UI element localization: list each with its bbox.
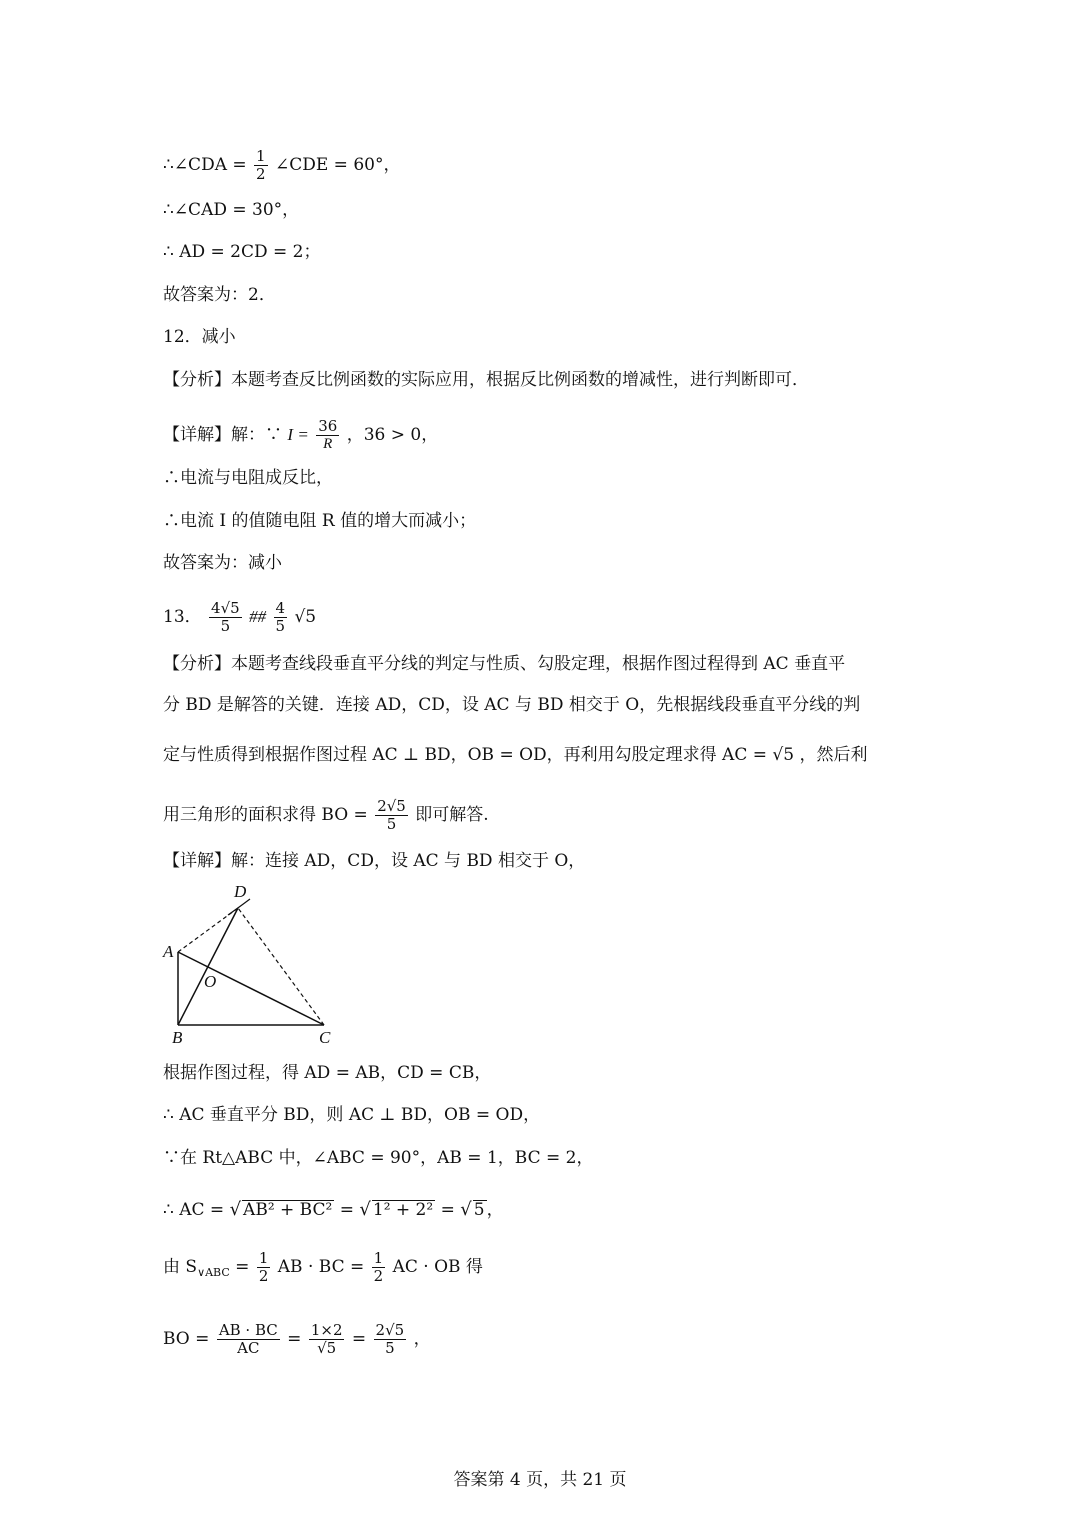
q12-line-4: 故答案为：减小 bbox=[163, 553, 282, 573]
q13-step-5-a: 由 S bbox=[163, 1257, 198, 1277]
q13-step-1: 根据作图过程，得 AD = AB，CD = CB， bbox=[163, 1063, 492, 1083]
label-d: D bbox=[234, 882, 247, 901]
label-b: B bbox=[172, 1028, 183, 1047]
q13-number: 13． bbox=[163, 607, 202, 627]
q12-header: 12．减小 bbox=[163, 327, 236, 347]
q13-step-4-a: ∴ AC = bbox=[163, 1200, 225, 1220]
fraction-numerator: 2√5 bbox=[377, 797, 406, 815]
q12-detail-var: I = bbox=[287, 425, 309, 444]
fraction-numerator: 4 bbox=[275, 599, 286, 617]
fraction-denominator: √5 bbox=[317, 1339, 337, 1357]
segment-ac bbox=[178, 952, 324, 1025]
q12-analysis: 【分析】本题考查反比例函数的实际应用，根据反比例函数的增减性，进行判断即可． bbox=[163, 370, 809, 390]
q13-step-5-fraction-1 bbox=[257, 1250, 271, 1285]
q13-analysis-line-4 bbox=[163, 798, 489, 833]
q13-analysis-line-3-sqrt: √5 bbox=[772, 745, 795, 765]
q13-analysis-line-3-c: ，然后利 bbox=[799, 745, 868, 765]
page-footer: 答案第 4 页，共 21 页 bbox=[453, 1470, 627, 1490]
q13-analysis-line-3 bbox=[163, 743, 867, 767]
prev-line-2: ∴∠CAD = 30°， bbox=[163, 200, 300, 220]
label-c: C bbox=[319, 1028, 331, 1047]
fraction-denominator: AC bbox=[237, 1339, 260, 1357]
q13-step-2: ∴ AC 垂直平分 BD，则 AC ⊥ BD，OB = OD， bbox=[163, 1105, 541, 1125]
prev-line-1-prefix: ∴∠CDA = bbox=[163, 155, 247, 175]
q13-step-6-eq-1: = bbox=[287, 1329, 302, 1349]
q13-step-4-end: ， bbox=[486, 1200, 504, 1220]
q13-step-4-eq-1: = bbox=[339, 1200, 354, 1220]
q13-step-4-radicand-1: AB² + BC² bbox=[243, 1200, 333, 1220]
triangle-figure bbox=[158, 875, 358, 1050]
fraction-numerator: 36 bbox=[318, 417, 338, 435]
radical-sign: √ bbox=[359, 1199, 371, 1220]
fraction-denominator: 2 bbox=[258, 1267, 269, 1285]
q13-step-6-fraction-2 bbox=[309, 1322, 345, 1357]
q13-analysis-line-4-fraction bbox=[375, 798, 408, 833]
q13-header bbox=[163, 600, 316, 635]
q13-analysis-line-3-a: 定与性质得到根据作图过程 AC ⊥ BD，OB = OD，再利用勾股定理求得 AC = bbox=[163, 745, 767, 765]
q13-step-6 bbox=[163, 1322, 431, 1357]
q13-analysis-line-4-b: 即可解答. bbox=[415, 805, 489, 825]
q12-detail-fraction bbox=[316, 418, 339, 453]
arc-mark bbox=[228, 899, 250, 915]
label-o: O bbox=[204, 972, 217, 991]
fraction-numerator: 2√5 bbox=[375, 1321, 405, 1339]
q12-detail bbox=[163, 418, 438, 453]
q13-step-5-eq: = bbox=[235, 1257, 250, 1277]
q13-step-6-fraction-1 bbox=[217, 1322, 280, 1357]
prev-line-1-suffix: ∠CDE = 60°， bbox=[274, 155, 401, 175]
prev-line-1-fraction bbox=[254, 148, 268, 183]
q13-step-3: ∵在 Rt△ABC 中，∠ABC = 90°，AB = 1，BC = 2， bbox=[163, 1148, 594, 1168]
fraction-denominator: 2 bbox=[256, 165, 266, 183]
segment-bd bbox=[178, 908, 238, 1025]
radical-sign: √ bbox=[229, 1199, 242, 1220]
q13-analysis-line-4-a: 用三角形的面积求得 BO = bbox=[163, 805, 368, 825]
fraction-denominator: 5 bbox=[275, 617, 286, 635]
q13-separator: ## bbox=[249, 607, 267, 626]
fraction-numerator: 4√5 bbox=[211, 599, 240, 617]
prev-line-4: 故答案为：2． bbox=[163, 285, 276, 305]
fraction-denominator: 5 bbox=[386, 815, 397, 833]
q13-analysis-line-2: 分 BD 是解答的关键．连接 AD，CD，设 AC 与 BD 相交于 O，先根据线段垂直平分线的判 bbox=[163, 695, 861, 715]
q13-answer-2-sqrt: √5 bbox=[294, 607, 317, 627]
q13-step-6-end: ， bbox=[413, 1329, 431, 1349]
q13-step-4-radicand-2: 1² + 2² bbox=[372, 1200, 434, 1220]
label-a: A bbox=[163, 942, 174, 961]
fraction-numerator: 1 bbox=[256, 147, 266, 165]
q13-step-6-fraction-3 bbox=[374, 1322, 407, 1357]
prev-line-1 bbox=[163, 148, 400, 183]
fraction-numerator: AB · BC bbox=[218, 1321, 278, 1339]
fraction-numerator: 1 bbox=[373, 1249, 384, 1267]
q13-step-5-d: AC · OB 得 bbox=[392, 1257, 483, 1277]
q13-analysis-line-1: 【分析】本题考查线段垂直平分线的判定与性质、勾股定理，根据作图过程得到 AC 垂直平 bbox=[163, 654, 846, 674]
fraction-denominator: R bbox=[323, 436, 333, 452]
fraction-numerator: 1 bbox=[258, 1249, 269, 1267]
q12-line-3: ∴电流 I 的值随电阻 R 值的增大而减小； bbox=[163, 511, 477, 531]
radical-sign: √ bbox=[460, 1199, 472, 1220]
q13-answer-1 bbox=[209, 600, 242, 635]
q13-step-4-radicand-3: 5 bbox=[473, 1200, 485, 1220]
q13-step-5-subscript: ∨ABC bbox=[197, 1266, 230, 1279]
q13-detail: 【详解】解：连接 AD，CD，设 AC 与 BD 相交于 O， bbox=[163, 851, 586, 871]
q12-detail-prefix: 【详解】解：∵ bbox=[163, 425, 282, 445]
q13-step-5-fraction-2 bbox=[372, 1250, 386, 1285]
q13-step-4-eq-2: = bbox=[440, 1200, 455, 1220]
q12-line-2: ∴电流与电阻成反比， bbox=[163, 468, 333, 488]
fraction-denominator: 5 bbox=[220, 617, 231, 635]
q13-step-5-c: AB · BC = bbox=[277, 1257, 365, 1277]
q13-step-4 bbox=[163, 1198, 504, 1222]
prev-line-3: ∴ AD = 2CD = 2； bbox=[163, 242, 321, 262]
fraction-denominator: 2 bbox=[373, 1267, 384, 1285]
q12-detail-suffix: ，36 > 0， bbox=[346, 425, 439, 445]
q13-step-6-a: BO = bbox=[163, 1329, 210, 1349]
fraction-numerator: 1×2 bbox=[310, 1321, 343, 1339]
q13-step-5 bbox=[163, 1250, 483, 1285]
q13-step-6-eq-2: = bbox=[351, 1329, 367, 1349]
fraction-denominator: 5 bbox=[385, 1339, 395, 1357]
segment-cd-dashed bbox=[238, 908, 324, 1025]
q13-answer-2-fraction bbox=[274, 600, 288, 635]
